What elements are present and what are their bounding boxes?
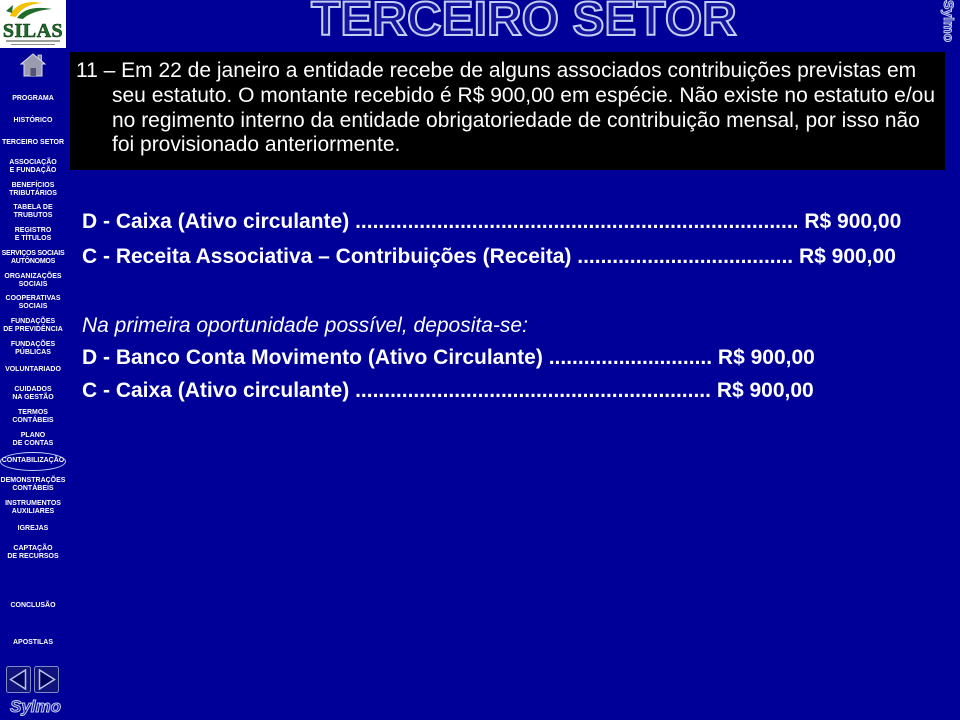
question-line: foi provisionado anteriormente. [112, 133, 401, 157]
sidebar-item-captacao-de-recursos[interactable]: CAPTAÇÃO DE RECURSOS [7, 545, 59, 560]
slide-navigation [6, 666, 60, 694]
journal-entry-debit [82, 209, 901, 234]
sidebar-item-organizacoes-sociais[interactable]: ORGANIZAÇÕES SOCIAIS [4, 273, 62, 288]
sidebar-item-termos-contabeis[interactable]: TERMOS CONTÁBEIS [12, 409, 54, 424]
entry-leader: ............................................................................ [355, 210, 799, 233]
page-title: TERCEIRO SETOR [311, 0, 737, 46]
entry-leader: ............................................................. [355, 379, 711, 402]
entry-amount: R$ 900,00 [716, 379, 814, 402]
sidebar-item-fundacoes-publicas[interactable]: FUNDAÇÕES PÚBLICAS [10, 341, 56, 356]
sidebar-item-programa[interactable]: PROGRAMA [12, 95, 54, 102]
sidebar-item-demonstracoes-contabeis[interactable]: DEMONSTRAÇÕES CONTÁBEIS [0, 477, 66, 492]
entry-leader: ............................ [548, 346, 713, 369]
entry-amount: R$ 900,00 [717, 346, 815, 369]
entry-leader: ..................................... [577, 245, 794, 268]
sidebar-item-conclusao[interactable]: CONCLUSÃO [10, 602, 56, 609]
silas-logo-graphic [0, 0, 66, 48]
entry-account: D - Banco Conta Movimento (Ativo Circulante) [82, 346, 543, 369]
sidebar-item-instrumentos-auxiliares[interactable]: INSTRUMENTOS AUXILIARES [5, 500, 61, 515]
brand-watermark: Sylmo [941, 0, 957, 43]
question-line: no regimento interno da entidade obrigatoriedade de contribuição mensal, por isso não [112, 108, 920, 132]
entry-account: C - Caixa (Ativo circulante) [82, 379, 350, 402]
sidebar-item-associacao-e-fundacao[interactable]: ASSOCIAÇÃO E FUNDAÇÃO [9, 159, 57, 174]
deposit-note: Na primeira oportunidade possível, deposita-se: [82, 314, 528, 337]
journal-entry-credit [82, 378, 814, 403]
question-line: 11 – Em 22 de janeiro a entidade recebe de alguns associados contribuições previstas em [76, 59, 917, 82]
entry-account: C - Receita Associativa – Contribuições (Receita) [82, 245, 572, 268]
sidebar-item-historico[interactable]: HISTÓRICO [13, 117, 53, 124]
sidebar-item-tabela-de-tributos[interactable]: TABELA DE TRUBUTOS [13, 204, 53, 219]
sidebar-item-contabilizacao[interactable]: CONTABILIZAÇÃO [1, 457, 65, 464]
logo-text: SILAS [2, 20, 64, 42]
entry-account: D - Caixa (Ativo circulante) [82, 210, 350, 233]
sidebar-item-apostilas[interactable]: APOSTILAS [12, 639, 54, 646]
sidebar-item-voluntariado[interactable]: VOLUNTARIADO [5, 366, 61, 373]
entry-amount: R$ 900,00 [798, 245, 896, 268]
active-item-highlight [0, 452, 66, 471]
brand-logo: Sylmo [10, 697, 62, 716]
sidebar-item-registro-e-titulos[interactable]: REGISTRO E TÍTULOS [14, 227, 52, 242]
question-box [70, 52, 945, 170]
sidebar-item-beneficios-tributarios[interactable]: BENEFÍCIOS TRIBUTÁRIOS [9, 182, 57, 197]
sidebar-item-igrejas[interactable]: IGREJAS [17, 525, 49, 532]
sidebar-item-servicos-sociais-autonomos[interactable]: SERVIÇOS SOCIAIS AUTÔNOMOS [1, 250, 65, 265]
entry-amount: R$ 900,00 [804, 210, 902, 233]
sidebar-item-fundacoes-de-previdencia[interactable]: FUNDAÇÕES DE PREVIDÊNCIA [3, 318, 63, 333]
next-button[interactable] [35, 667, 59, 693]
home-icon[interactable] [20, 53, 46, 77]
prev-button[interactable] [7, 667, 31, 693]
sidebar-item-terceiro-setor[interactable]: TERCEIRO SETOR [1, 139, 65, 146]
sidebar-item-cuidados-na-gestao[interactable]: CUIDADOS NA GESTÃO [12, 386, 54, 401]
journal-entry-debit [82, 345, 815, 370]
sidebar-item-plano-de-contas[interactable]: PLANO DE CONTAS [12, 432, 54, 447]
journal-entry-credit [82, 244, 896, 269]
question-line: seu estatuto. O montante recebido é R$ 900,00 em espécie. Não existe no estatuto e/ou [112, 83, 936, 107]
sidebar-item-cooperativas-sociais[interactable]: COOPERATIVAS SOCIAIS [5, 295, 61, 310]
silas-logo[interactable] [0, 0, 66, 48]
